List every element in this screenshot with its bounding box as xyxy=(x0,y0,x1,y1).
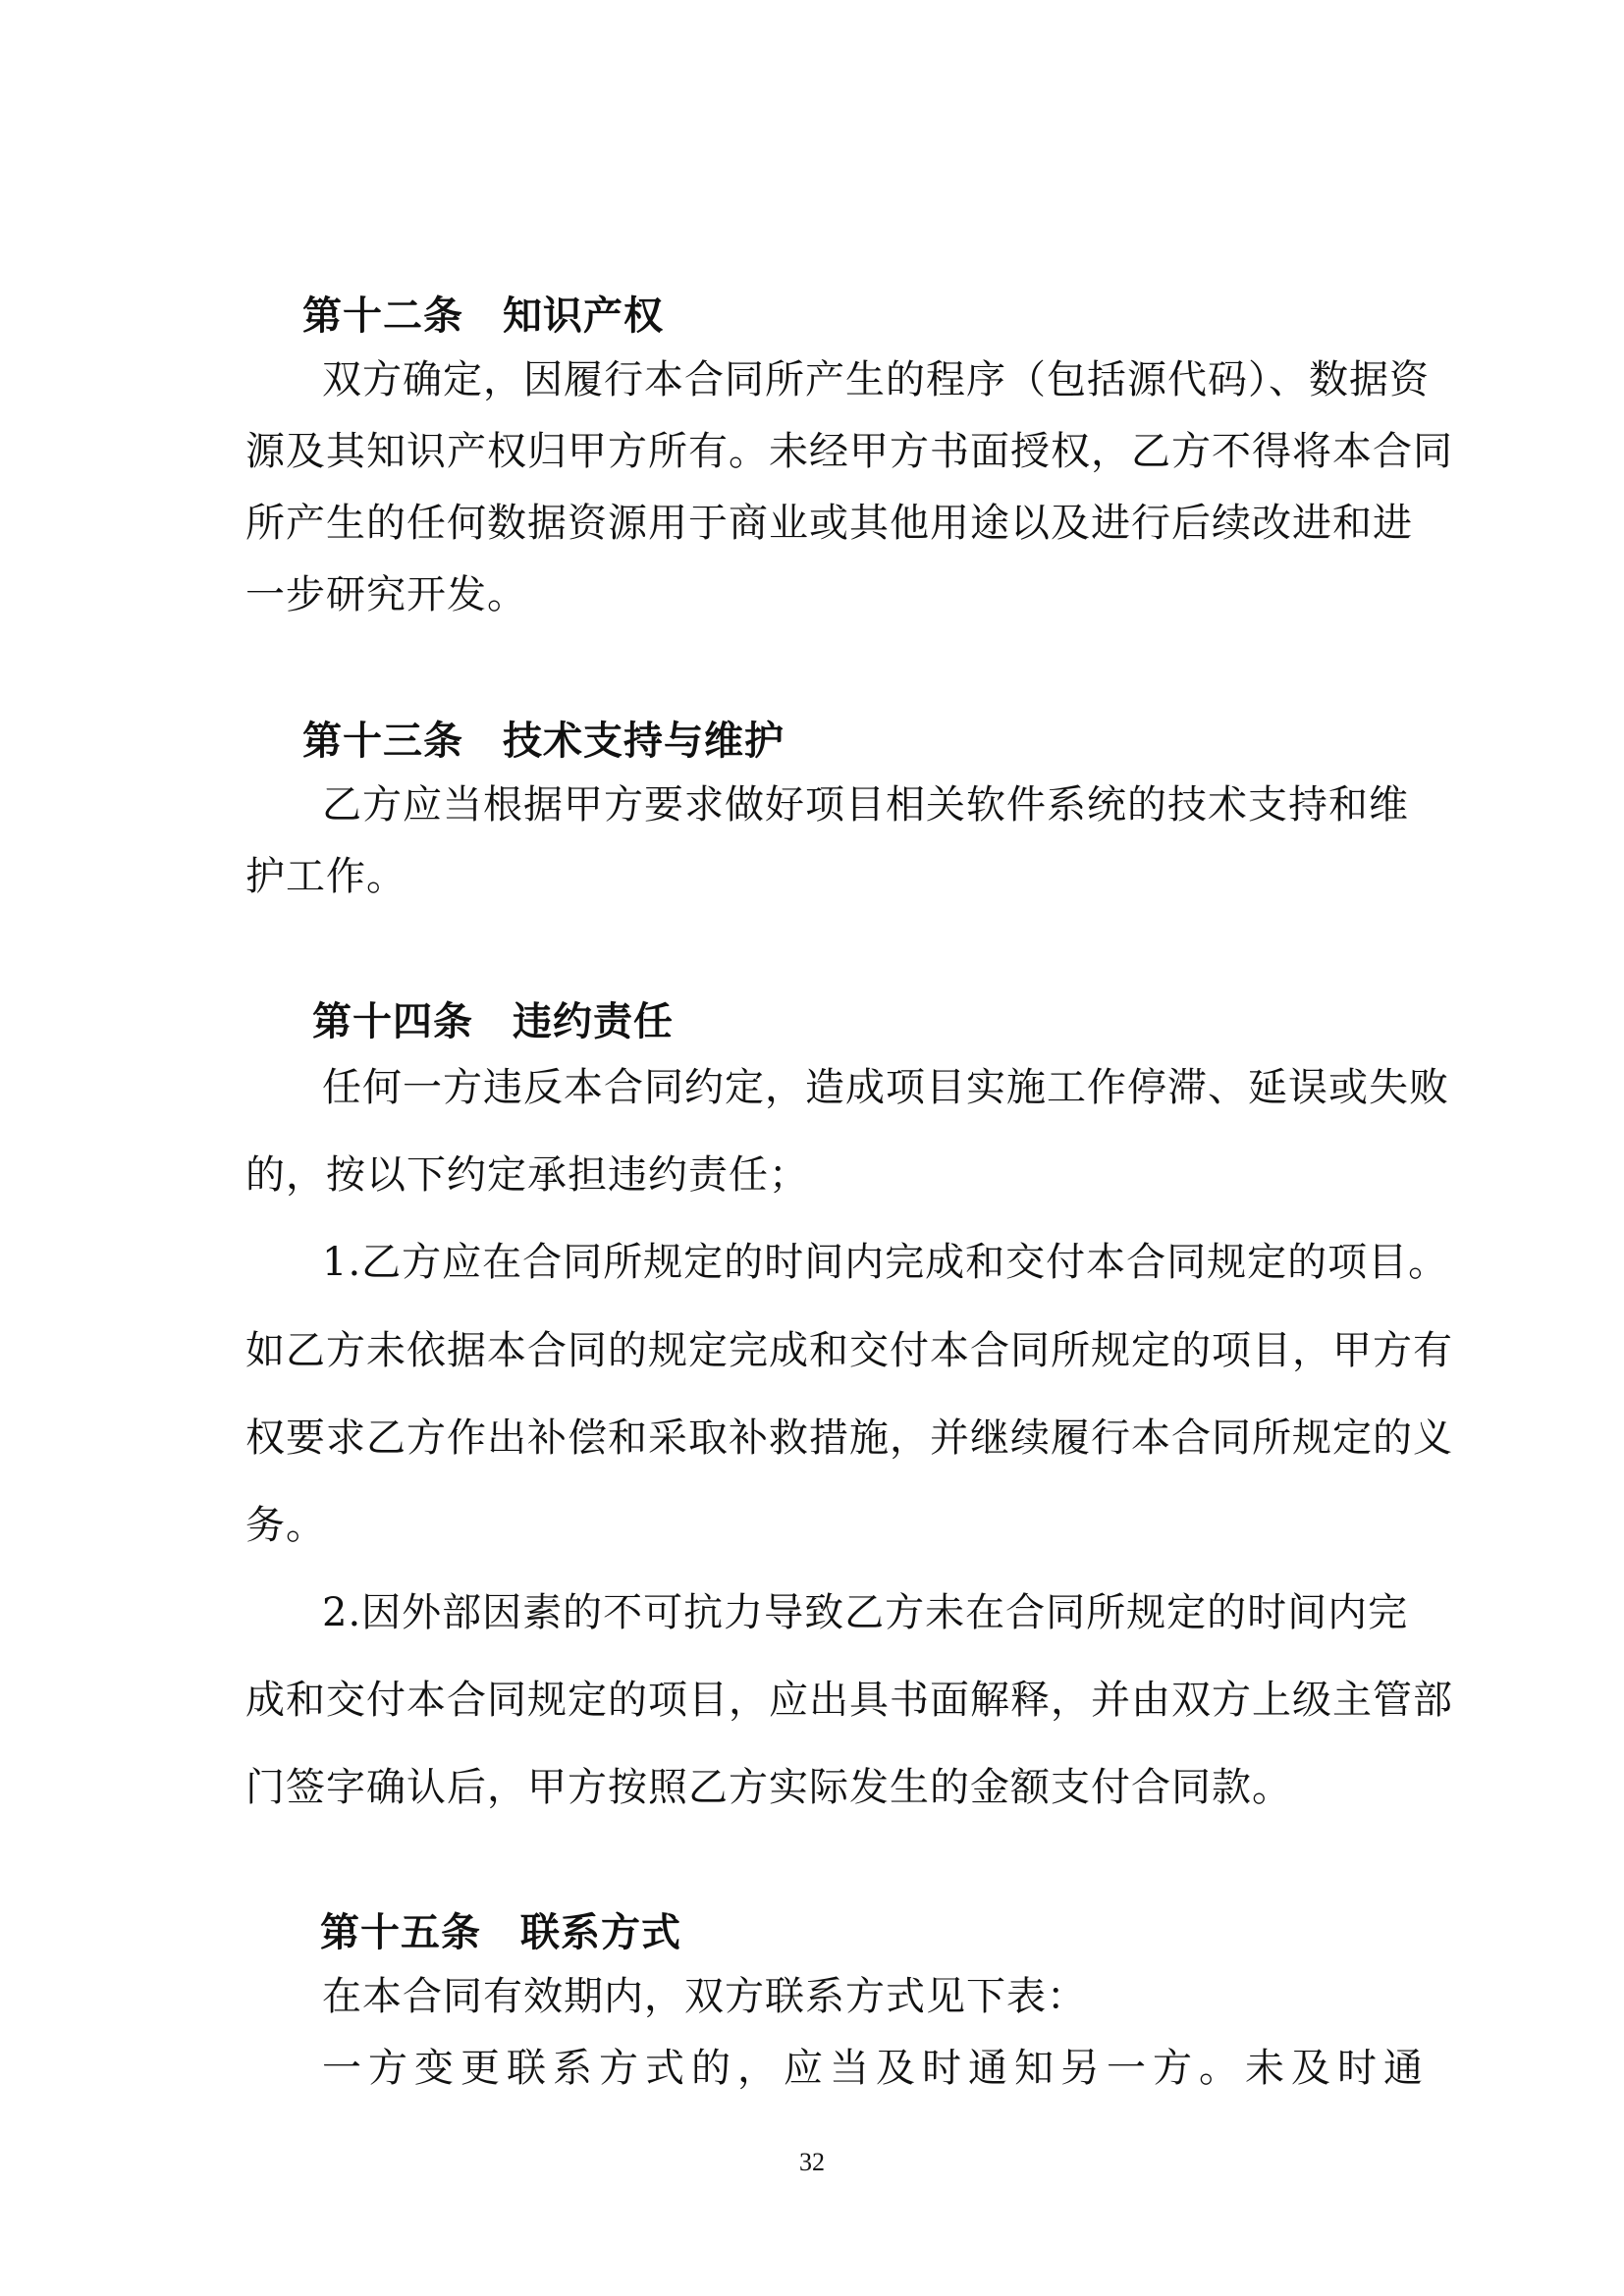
paragraph-line: 护工作。 xyxy=(245,854,406,899)
paragraph-line: 乙方应当根据甲方要求做好项目相关软件系统的技术支持和维 xyxy=(322,782,1409,828)
paragraph-line: 权要求乙方作出补偿和采取补救措施，并继续履行本合同所规定的义 xyxy=(245,1415,1453,1461)
section-number: 第十五条 xyxy=(320,1910,481,1955)
paragraph-line: 如乙方未依据本合同的规定完成和交付本合同所规定的项目，甲方有 xyxy=(245,1328,1453,1373)
paragraph-line: 门签字确认后，甲方按照乙方实际发生的金额支付合同款。 xyxy=(245,1765,1292,1810)
paragraph-line: 所产生的任何数据资源用于商业或其他用途以及进行后续改进和进 xyxy=(245,501,1413,546)
section-heading-12 xyxy=(302,285,664,341)
section-number: 第十四条 xyxy=(312,999,473,1044)
section-title: 违约责任 xyxy=(513,999,674,1044)
section-heading-15 xyxy=(320,1901,681,1957)
section-number: 第十三条 xyxy=(302,719,463,764)
section-heading-13 xyxy=(302,710,785,766)
section-title: 知识产权 xyxy=(503,294,664,339)
paragraph-line: 务。 xyxy=(245,1503,326,1548)
section-title: 联系方式 xyxy=(520,1910,681,1955)
paragraph-line: 一步研究开发。 xyxy=(245,572,527,617)
section-number: 第十二条 xyxy=(302,294,463,339)
paragraph-line: 任何一方违反本合同约定，造成项目实施工作停滞、延误或失败 xyxy=(322,1065,1449,1110)
paragraph-line: 一方变更联系方式的，应当及时通知另一方。未及时通 xyxy=(322,2046,1430,2091)
paragraph-line: 在本合同有效期内，双方联系方式见下表： xyxy=(322,1974,1087,2019)
paragraph-line: 源及其知识产权归甲方所有。未经甲方书面授权，乙方不得将本合同 xyxy=(245,429,1453,474)
paragraph-line: 1.乙方应在合同所规定的时间内完成和交付本合同规定的项目。 xyxy=(322,1240,1449,1285)
page-number: 32 xyxy=(799,2148,825,2176)
section-title: 技术支持与维护 xyxy=(503,719,785,764)
paragraph-line: 双方确定，因履行本合同所产生的程序（包括源代码）、数据资 xyxy=(322,357,1430,402)
paragraph-line: 2.因外部因素的不可抗力导致乙方未在合同所规定的时间内完 xyxy=(322,1590,1409,1635)
paragraph-line: 成和交付本合同规定的项目，应出具书面解释，并由双方上级主管部 xyxy=(245,1678,1453,1723)
section-heading-14 xyxy=(312,990,674,1046)
paragraph-line: 的，按以下约定承担违约责任； xyxy=(245,1152,809,1198)
